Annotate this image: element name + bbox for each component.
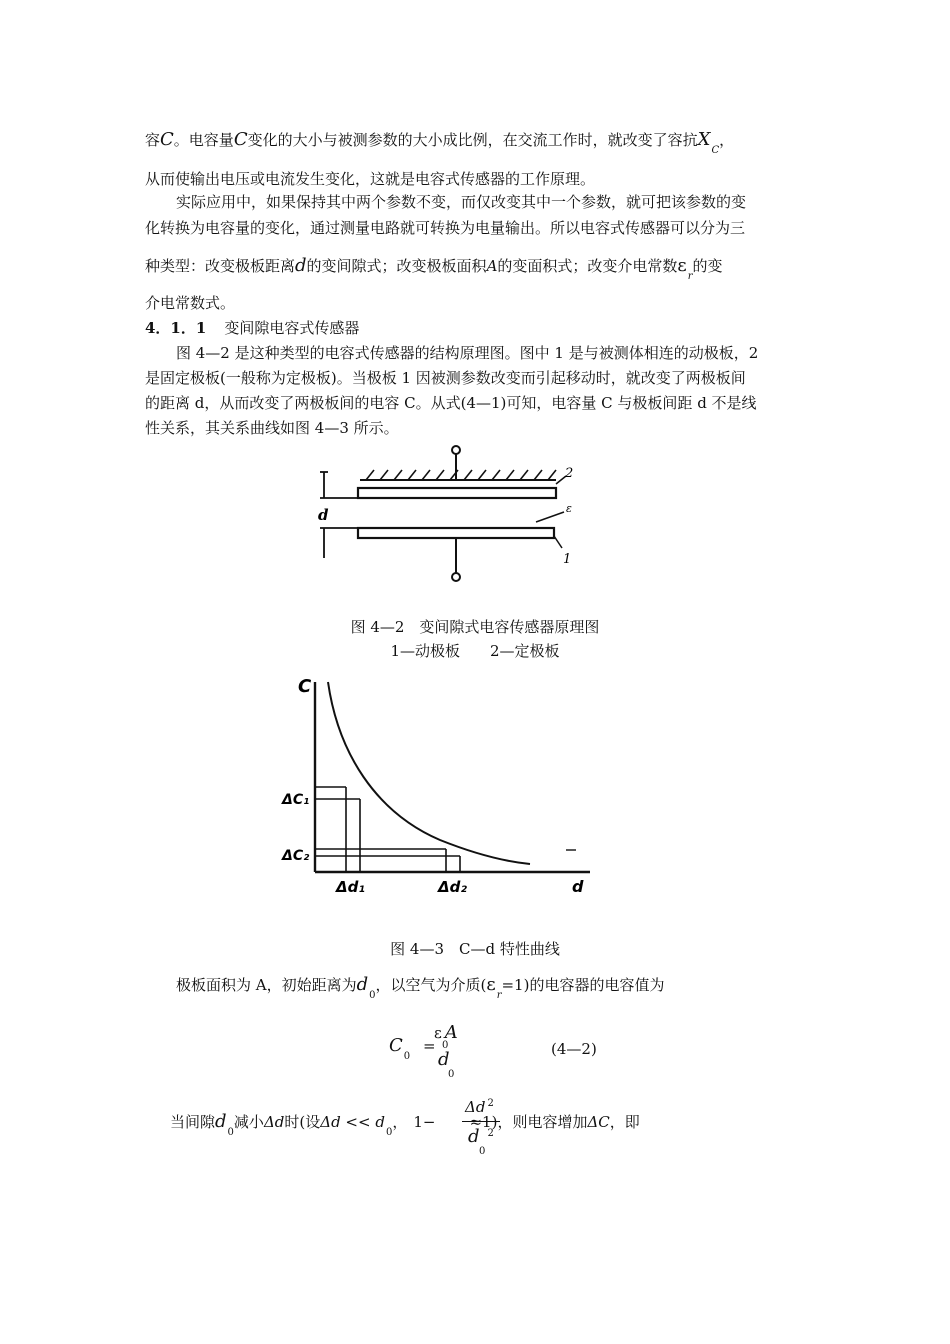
text: 的变 [692,257,723,275]
delta-c2-construction [315,849,460,872]
para3-line1: 图 4—2 是这种类型的电容式传感器的结构原理图。图中 1 是与被测体相连的动极板，2 [176,344,759,362]
section-number: 4．1．1 [145,319,207,337]
fraction-numerator [465,1098,494,1116]
bottom-terminal [452,573,460,581]
subscript: 0 [403,1051,411,1062]
moving-plate [358,528,554,538]
label-delta-c1: ΔC₁ [282,792,310,808]
para1-line2: 从而使输出电压或电流发生变化，这就是电容式传感器的工作原理。 [145,170,596,188]
equation-number: (4—2) [551,1040,597,1058]
fraction-denominator [468,1126,494,1147]
para3-line3: 的距离 d，从而改变了两极板间的电容 C。从式(4—1)可知，电容量 C 与极板间距 d 不是线 [145,394,757,412]
symbol-d: d [215,1111,227,1132]
symbol-epsilon: ε [677,255,687,276]
label-delta-d1: Δd₁ [336,878,365,896]
subscript: C [711,145,720,156]
text: ≈1) [469,1113,498,1131]
fraction-den-sub: 0 [479,1146,486,1157]
text: 的变面积式；改变介电常数 [497,257,678,275]
figure1-caption: 图 4—2 变间隙式电容传感器原理图 [350,618,600,636]
equals-sign: = [422,1037,436,1055]
subscript: r [687,271,693,282]
fixed-plate [358,488,556,498]
symbol-delta-d: Δd [263,1113,285,1131]
label-d: d [318,506,329,524]
text: ，即 [609,1113,640,1131]
symbol-d: d [356,974,369,995]
superscript: 2 [487,1098,494,1109]
text: 的变间隙式；改变极板面积 [306,257,487,275]
label-plate2: 2 [565,466,574,481]
leader-epsilon [536,512,564,522]
figure2-caption: 图 4—3 C—d 特性曲线 [390,940,560,958]
symbol-epsilon: ε [434,1024,442,1042]
subscript: 0 [385,1127,393,1138]
delta-c1-construction [315,787,360,872]
text: =1)的电容器的电容值为 [501,976,665,994]
symbol-a: A [444,1022,458,1043]
para5-line [170,1111,640,1138]
text: ， [719,131,735,149]
subscript: r [496,990,502,1001]
symbol-a: A [486,257,498,275]
text: 。电容量 [173,131,234,149]
text: 变化的大小与被测参数的大小成比例，在交流工作时，就改变了容抗 [247,131,698,149]
c-d-curve [328,682,530,864]
hatch-marks [366,470,556,480]
para2-line1: 实际应用中，如果保持其中两个参数不变，而仅改变其中一个参数，就可把该参数的变 [176,193,747,211]
symbol-epsilon: ε [486,974,496,995]
equation-denominator [438,1049,450,1070]
text: 1− [413,1113,436,1131]
para3-line4: 性关系，其关系曲线如图 4—3 所示。 [145,419,399,437]
equation-den-sub: 0 [448,1069,455,1080]
text: ，以空气为介质( [375,976,487,994]
label-epsilon: ε [566,502,572,515]
label-delta-d2: Δd₂ [438,878,467,896]
section-title: 变间隙电容式传感器 [224,319,360,337]
top-terminal [452,446,460,454]
text: ， [392,1113,408,1131]
text: 极板面积为 A，初始距离为 [176,976,357,994]
equation-num-sub: 0 [442,1040,449,1051]
text: 减小 [233,1113,264,1131]
subscript: 0 [227,1127,234,1138]
fraction-bar [462,1121,500,1122]
symbol-x: X [697,129,711,150]
label-d-axis: d [572,877,584,896]
figure-cd-curve [280,672,600,900]
symbol-delta-c: ΔC [587,1113,610,1131]
para3-line2: 是固定极板(一般称为定极板)。当极板 1 因被测参数改变而引起移动时，就改变了两极板间 [145,369,746,387]
superscript: 2 [487,1128,494,1139]
section-heading [145,318,359,338]
symbol-c: C [389,1035,403,1056]
condition: Δd << d [320,1113,385,1131]
symbol-d: d [295,255,307,276]
para4-line [176,974,665,1001]
symbol-d: d [438,1049,450,1070]
text: ，则电容增加 [497,1113,588,1131]
para2-line3 [145,255,723,282]
figure-capacitor-structure [300,440,610,590]
text: 种类型：改变极板距离 [145,257,296,275]
equation-lhs [389,1035,436,1062]
symbol-d: d [468,1126,480,1147]
para1-line1 [145,129,735,156]
text: 当间隙 [170,1113,216,1131]
label-plate1: 1 [563,552,572,567]
para2-line2: 化转换为电容量的变化，通过测量电路就可转换为电量输出。所以电容式传感器可以分为三 [145,219,746,237]
label-delta-c2: ΔC₂ [282,848,310,864]
text: 时(设 [284,1113,321,1131]
label-c: C [298,676,312,697]
figure1-legend: 1—动极板 2—定极板 [390,642,560,660]
symbol-delta-d: Δd [465,1098,486,1116]
para2-line4: 介电常数式。 [145,294,236,312]
subscript: 0 [369,990,376,1001]
text: 容 [145,131,161,149]
symbol-c: C [233,129,248,150]
leader-plate1 [554,536,562,548]
symbol-c: C [160,129,174,150]
